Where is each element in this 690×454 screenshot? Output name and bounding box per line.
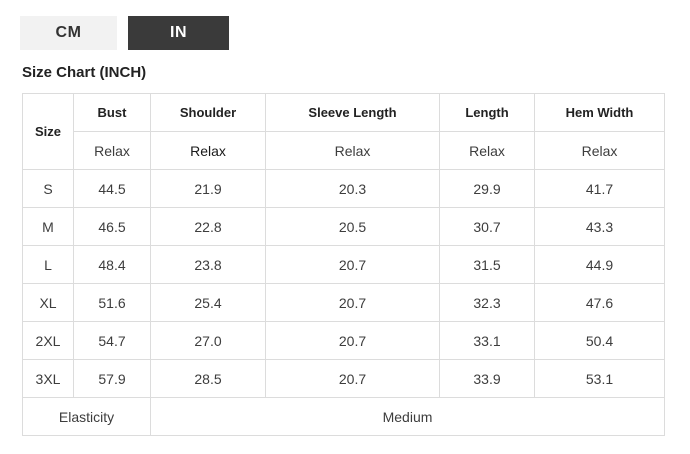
unit-toggle (20, 16, 670, 50)
size-table-body (23, 170, 665, 398)
value-cell: 51.6 (74, 284, 151, 322)
size-table-row (23, 360, 665, 398)
elasticity-row (23, 398, 665, 436)
value-cell: 30.7 (440, 208, 535, 246)
value-cell: 53.1 (535, 360, 665, 398)
size-cell: XL (23, 284, 74, 322)
size-cell: M (23, 208, 74, 246)
size-table-row (23, 246, 665, 284)
size-cell: 3XL (23, 360, 74, 398)
value-cell: 48.4 (74, 246, 151, 284)
elasticity-label: Elasticity (23, 398, 151, 436)
value-cell: 33.1 (440, 322, 535, 360)
value-cell: 54.7 (74, 322, 151, 360)
value-cell: 47.6 (535, 284, 665, 322)
value-cell: 20.7 (266, 360, 440, 398)
size-chart-table (22, 93, 665, 436)
fit-cell-shoulder: Relax (151, 132, 266, 170)
value-cell: 20.5 (266, 208, 440, 246)
table-header-row (23, 94, 665, 132)
value-cell: 21.9 (151, 170, 266, 208)
value-cell: 33.9 (440, 360, 535, 398)
value-cell: 20.7 (266, 284, 440, 322)
fit-cell-length: Relax (440, 132, 535, 170)
table-fit-row (23, 132, 665, 170)
value-cell: 41.7 (535, 170, 665, 208)
fit-cell-hem-width: Relax (535, 132, 665, 170)
value-cell: 46.5 (74, 208, 151, 246)
column-header-sleeve-length: Sleeve Length (266, 94, 440, 132)
unit-toggle-cm-button[interactable]: CM (20, 16, 117, 50)
value-cell: 44.9 (535, 246, 665, 284)
fit-cell-sleeve-length: Relax (266, 132, 440, 170)
value-cell: 27.0 (151, 322, 266, 360)
size-cell: 2XL (23, 322, 74, 360)
size-table-row (23, 284, 665, 322)
size-table-row (23, 170, 665, 208)
value-cell: 28.5 (151, 360, 266, 398)
value-cell: 57.9 (74, 360, 151, 398)
value-cell: 22.8 (151, 208, 266, 246)
column-header-size: Size (23, 94, 74, 170)
value-cell: 32.3 (440, 284, 535, 322)
column-header-length: Length (440, 94, 535, 132)
value-cell: 20.3 (266, 170, 440, 208)
size-cell: L (23, 246, 74, 284)
unit-toggle-in-button[interactable]: IN (128, 16, 229, 50)
value-cell: 50.4 (535, 322, 665, 360)
size-cell: S (23, 170, 74, 208)
column-header-hem-width: Hem Width (535, 94, 665, 132)
size-table-row (23, 322, 665, 360)
value-cell: 25.4 (151, 284, 266, 322)
value-cell: 23.8 (151, 246, 266, 284)
value-cell: 20.7 (266, 322, 440, 360)
value-cell: 43.3 (535, 208, 665, 246)
elasticity-value: Medium (151, 398, 665, 436)
size-chart-title: Size Chart (INCH) (22, 64, 147, 81)
column-header-shoulder: Shoulder (151, 94, 266, 132)
value-cell: 44.5 (74, 170, 151, 208)
value-cell: 20.7 (266, 246, 440, 284)
value-cell: 31.5 (440, 246, 535, 284)
fit-cell-bust: Relax (74, 132, 151, 170)
size-table-row (23, 208, 665, 246)
column-header-bust: Bust (74, 94, 151, 132)
value-cell: 29.9 (440, 170, 535, 208)
